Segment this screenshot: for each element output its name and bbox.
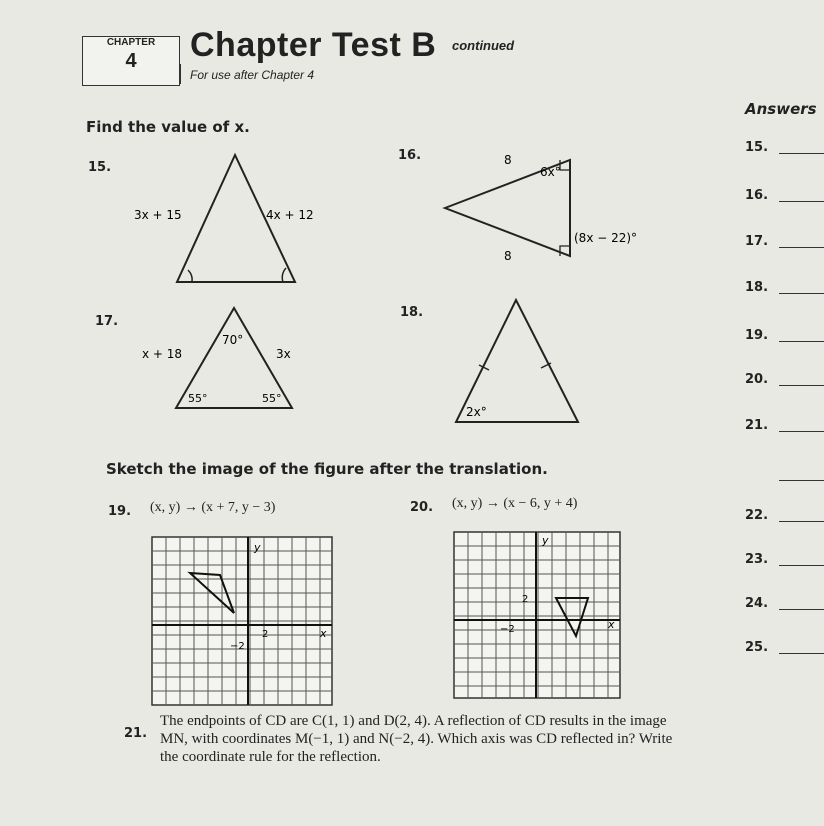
- answers-heading: Answers: [745, 100, 817, 118]
- answer-row: [745, 140, 824, 155]
- question-21-number: 21.: [124, 726, 148, 741]
- answer-blank[interactable]: [779, 341, 824, 342]
- question-16-number: 16.: [398, 148, 422, 163]
- section-heading-find-x: Find the value of x.: [86, 118, 250, 136]
- q20-y-tick-label: 2: [522, 594, 529, 605]
- chapter-number: 4: [125, 50, 137, 72]
- q16-triangle: [440, 150, 680, 270]
- q18-angle-label: 2x°: [466, 405, 487, 419]
- answer-number: 15.: [745, 140, 769, 155]
- answer-number: 16.: [745, 188, 769, 203]
- q15-left-side-label: 3x + 15: [134, 208, 182, 222]
- q19-y-tick-label: −2: [230, 641, 245, 652]
- q19-x-axis-label: x: [320, 627, 327, 640]
- answer-number: 17.: [745, 234, 769, 249]
- answer-number: 25.: [745, 640, 769, 655]
- q17-top-angle-label: 70°: [222, 333, 244, 347]
- q18-triangle: [440, 290, 600, 430]
- q19-translation-rule: (x, y) → (x + 7, y − 3): [150, 500, 276, 515]
- answer-blank[interactable]: [779, 247, 824, 248]
- q20-y-axis-label: y: [542, 534, 549, 547]
- answer-blank[interactable]: [779, 521, 824, 522]
- answer-blank[interactable]: [779, 201, 824, 202]
- answer-number: 20.: [745, 372, 769, 387]
- question-20-number: 20.: [410, 500, 434, 515]
- answer-row: [745, 640, 824, 655]
- answer-blank[interactable]: [779, 609, 824, 610]
- question-19-number: 19.: [108, 504, 132, 519]
- q16-top-angle-label: 6x°: [540, 165, 561, 179]
- answer-blank[interactable]: [779, 293, 824, 294]
- answer-row: [745, 418, 824, 433]
- q17-bottom-left-angle-label: 55°: [188, 392, 208, 405]
- q19-grid: [150, 535, 335, 710]
- answer-row: [745, 508, 824, 523]
- question-17-number: 17.: [95, 314, 119, 329]
- q15-triangle: [120, 150, 360, 290]
- answer-row: [745, 280, 824, 295]
- page-subtitle: For use after Chapter 4: [190, 68, 315, 82]
- answer-number: 22.: [745, 508, 769, 523]
- answer-blank[interactable]: [779, 431, 824, 432]
- question-18-number: 18.: [400, 305, 424, 320]
- q17-bottom-right-angle-label: 55°: [262, 392, 282, 405]
- answer-row: [745, 234, 824, 249]
- answer-row: [745, 328, 824, 343]
- answer-number: 24.: [745, 596, 769, 611]
- q15-right-side-label: 4x + 12: [266, 208, 314, 222]
- answer-blank[interactable]: [779, 565, 824, 566]
- question-21-text: The endpoints of CD are C(1, 1) and D(2, 4). A reflection of CD results in the image MN, with coordinates M(−1, 1) and N(−2, 4). Which axis was CD reflected in? Write the coordinate rule for the reflection.: [160, 713, 673, 765]
- answer-row: [745, 372, 824, 387]
- answer-row: [745, 596, 824, 611]
- page-title: Chapter Test B: [190, 26, 437, 64]
- answer-blank[interactable]: [779, 385, 824, 386]
- q17-left-side-label: x + 18: [142, 347, 183, 361]
- answer-row: [745, 552, 824, 567]
- question-15-number: 15.: [88, 160, 112, 175]
- answer-number: 18.: [745, 280, 769, 295]
- chapter-label: CHAPTER: [106, 37, 156, 48]
- q16-bottom-side-label: 8: [504, 249, 512, 263]
- continued-label: continued: [452, 38, 515, 53]
- answer-blank[interactable]: [779, 153, 824, 154]
- q20-grid: [452, 530, 624, 702]
- chapter-box: [82, 36, 180, 86]
- q19-x-tick-label: 2: [262, 629, 269, 640]
- answer-number: 19.: [745, 328, 769, 343]
- q20-x-axis-label: x: [608, 618, 615, 631]
- section-heading-translation: Sketch the image of the figure after the translation.: [106, 460, 548, 478]
- title-divider: [180, 64, 181, 84]
- q17-right-side-label: 3x: [276, 347, 291, 361]
- q16-bottom-angle-label: (8x − 22)°: [574, 231, 638, 245]
- answer-blank-extra[interactable]: [779, 480, 824, 481]
- q19-y-axis-label: y: [254, 541, 261, 554]
- answer-number: 21.: [745, 418, 769, 433]
- answer-number: 23.: [745, 552, 769, 567]
- q20-x-tick-label: −2: [500, 624, 515, 635]
- answer-row: [745, 188, 824, 203]
- q17-triangle: [130, 300, 330, 415]
- q16-top-side-label: 8: [504, 153, 512, 167]
- answer-blank[interactable]: [779, 653, 824, 654]
- q20-translation-rule: (x, y) → (x − 6, y + 4): [452, 496, 578, 511]
